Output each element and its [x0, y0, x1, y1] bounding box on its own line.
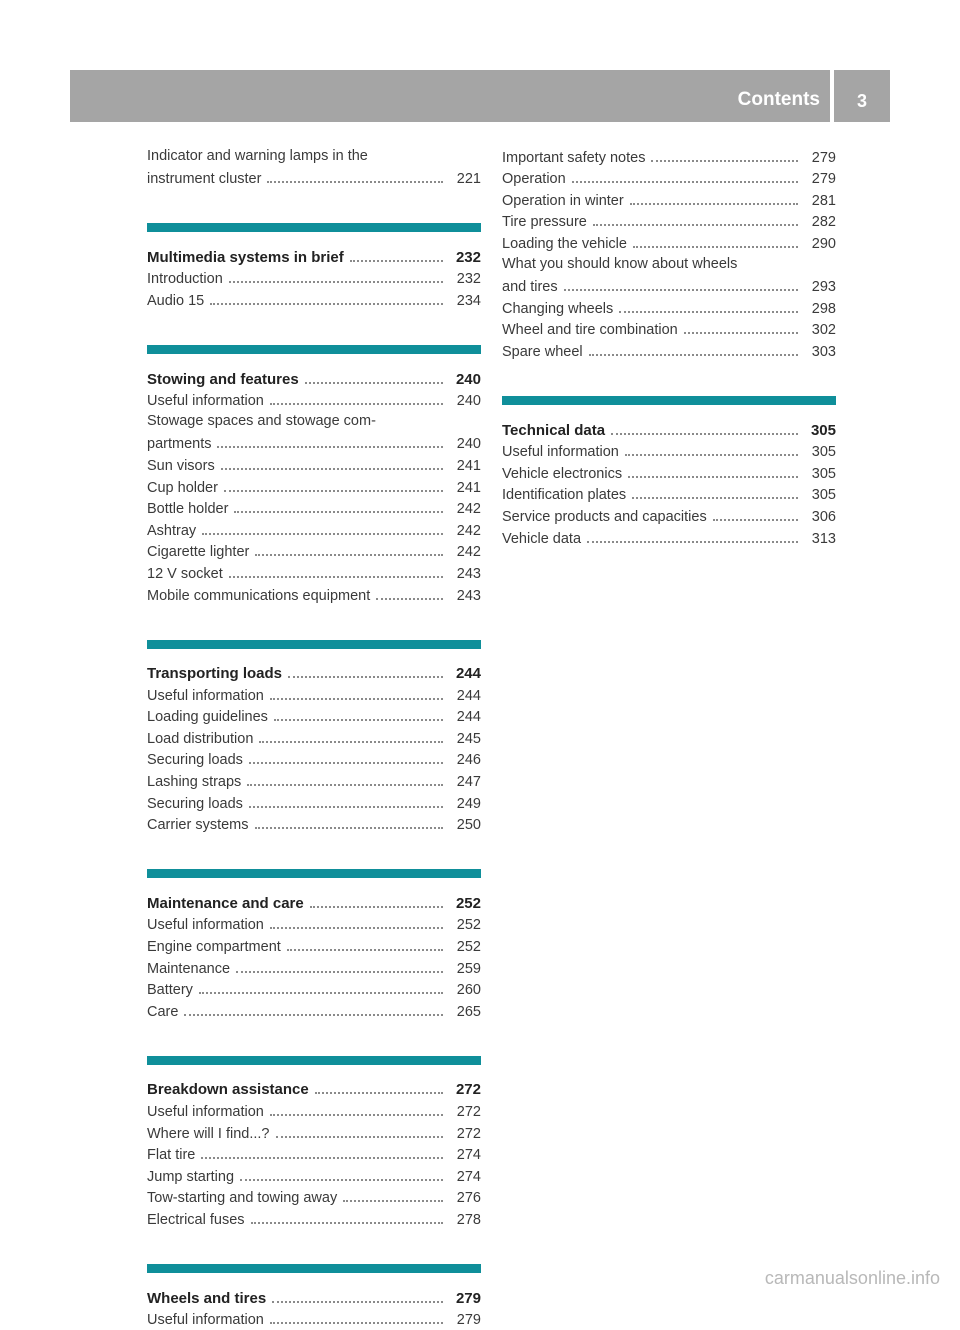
section-divider-bar — [147, 1264, 481, 1273]
toc-entry[interactable] — [147, 268, 481, 290]
toc-entry-page: 232 — [455, 248, 481, 266]
toc-entry[interactable] — [147, 289, 481, 311]
toc-entry-label: Stowing and features — [147, 370, 299, 388]
toc-entry-label: Tow-starting and towing away — [147, 1190, 338, 1207]
toc-entry[interactable] — [502, 340, 836, 362]
section-spacer — [147, 1022, 481, 1056]
toc-entry-page: 240 — [456, 436, 481, 453]
toc-entry-line1: Stowage spaces and stowage com- — [147, 413, 376, 430]
toc-entry-page: 281 — [811, 192, 836, 209]
toc-entry[interactable] — [147, 454, 481, 476]
toc-entry-page: 274 — [456, 1147, 481, 1164]
toc-entry[interactable] — [502, 232, 836, 254]
toc-entry-label: Wheels and tires — [147, 1289, 267, 1307]
toc-entry[interactable] — [147, 749, 481, 771]
toc-entry-label: Useful information — [502, 444, 619, 461]
toc-entry-page: 240 — [456, 393, 481, 410]
toc-chapter-heading[interactable] — [502, 419, 836, 441]
toc-entry[interactable] — [502, 211, 836, 233]
toc-entry-page: 242 — [456, 501, 481, 518]
dot-leader — [199, 992, 443, 994]
toc-entry-page: 303 — [811, 343, 836, 360]
toc-entry[interactable] — [147, 1165, 481, 1187]
toc-entry-label: Cup holder — [147, 479, 218, 496]
toc-entry-page: 305 — [810, 421, 836, 439]
section-divider-bar — [147, 640, 481, 649]
toc-entry[interactable] — [147, 1122, 481, 1144]
toc-entry[interactable] — [147, 433, 481, 455]
toc-entry-label: Vehicle electronics — [502, 465, 623, 482]
toc-right-column — [502, 146, 836, 549]
dot-leader — [625, 454, 798, 456]
toc-chapter-heading[interactable] — [147, 1079, 481, 1101]
toc-chapter-heading[interactable] — [147, 892, 481, 914]
dot-leader — [564, 289, 798, 291]
toc-entry-page: 242 — [456, 522, 481, 539]
toc-entry[interactable] — [502, 527, 836, 549]
toc-entry[interactable] — [502, 484, 836, 506]
toc-entry-label: Useful information — [147, 393, 264, 410]
toc-entry-page: 241 — [456, 479, 481, 496]
toc-entry-page: 244 — [456, 709, 481, 726]
toc-entry[interactable] — [502, 462, 836, 484]
toc-entry[interactable] — [147, 935, 481, 957]
toc-entry-page: 244 — [455, 665, 481, 683]
toc-entry[interactable] — [147, 541, 481, 563]
toc-section — [147, 345, 481, 606]
toc-entry[interactable] — [147, 727, 481, 749]
dot-leader — [270, 1114, 443, 1116]
toc-entry-page: 252 — [455, 894, 481, 912]
toc-entry-page: 265 — [456, 1003, 481, 1020]
toc-entry-page: 221 — [456, 171, 481, 188]
toc-entry[interactable] — [147, 1100, 481, 1122]
dot-leader — [288, 676, 443, 678]
section-spacer — [147, 311, 481, 345]
section-divider-bar — [502, 396, 836, 405]
toc-entry-label: Electrical fuses — [147, 1211, 245, 1228]
dot-leader — [255, 554, 443, 556]
dot-leader — [310, 906, 443, 908]
toc-entry[interactable] — [147, 1208, 481, 1230]
toc-entry[interactable] — [147, 390, 481, 412]
section-spacer — [147, 189, 481, 223]
toc-entry[interactable] — [147, 476, 481, 498]
toc-entry[interactable] — [147, 706, 481, 728]
toc-entry-label: Loading the vehicle — [502, 235, 627, 252]
toc-entry-label: Service products and capacities — [502, 508, 707, 525]
dot-leader — [589, 354, 798, 356]
dot-leader — [343, 1200, 443, 1202]
dot-leader — [713, 519, 798, 521]
dot-leader — [267, 181, 443, 183]
dot-leader — [255, 827, 443, 829]
toc-entry[interactable] — [147, 1000, 481, 1022]
toc-entry-label: Spare wheel — [502, 343, 583, 360]
toc-entry-page: 282 — [811, 214, 836, 231]
toc-entry-page: 246 — [456, 752, 481, 769]
toc-entry-label: Useful information — [147, 1104, 264, 1120]
toc-section — [147, 146, 481, 189]
toc-entry[interactable] — [502, 297, 836, 319]
page-number: 3 — [834, 70, 890, 122]
dot-leader — [201, 1157, 443, 1159]
toc-entry-label: Lashing straps — [147, 774, 242, 791]
toc-entry-label: Securing loads — [147, 795, 243, 812]
toc-entry-label: Useful information — [147, 687, 264, 704]
toc-section — [147, 223, 481, 311]
toc-entry-label: Battery — [147, 982, 193, 999]
dot-leader — [305, 382, 443, 384]
dot-leader — [249, 806, 443, 808]
dot-leader — [274, 719, 443, 721]
dot-leader — [619, 311, 798, 313]
toc-entry-page: 272 — [455, 1081, 481, 1099]
section-spacer — [502, 362, 836, 396]
toc-entry-label: Care — [147, 1003, 179, 1020]
dot-leader — [272, 1301, 443, 1303]
dot-leader — [632, 497, 798, 499]
toc-entry[interactable] — [502, 146, 836, 168]
toc-entry-page: 305 — [811, 465, 836, 482]
toc-section — [502, 146, 836, 362]
dot-leader — [270, 403, 443, 405]
toc-entry[interactable] — [147, 979, 481, 1001]
dot-leader — [234, 511, 443, 513]
dot-leader — [633, 246, 798, 248]
dot-leader — [276, 1136, 444, 1138]
toc-entry[interactable] — [147, 584, 481, 606]
toc-entry-page: 243 — [456, 565, 481, 582]
toc-entry-page: 242 — [456, 544, 481, 561]
toc-entry-line1: What you should know about wheels — [502, 255, 738, 272]
toc-entry-label: Breakdown assistance — [147, 1081, 309, 1099]
toc-entry[interactable] — [502, 168, 836, 190]
section-divider-bar — [147, 1056, 481, 1065]
toc-entry-page: 252 — [456, 939, 481, 956]
toc-entry-page: 259 — [456, 960, 481, 977]
toc-entry-label: Bottle holder — [147, 501, 229, 518]
toc-entry-label: Technical data — [502, 421, 606, 439]
dot-leader — [229, 576, 443, 578]
dot-leader — [572, 181, 798, 183]
toc-left-column — [147, 146, 481, 1330]
dot-leader — [350, 260, 443, 262]
toc-entry-page: 276 — [456, 1190, 481, 1207]
toc-entry[interactable] — [147, 792, 481, 814]
toc-entry-label: Audio 15 — [147, 292, 205, 309]
toc-entry[interactable] — [502, 441, 836, 463]
toc-entry-page: 272 — [456, 1125, 481, 1142]
toc-entry-page: 234 — [456, 292, 481, 309]
toc-entry-label: Operation — [502, 171, 566, 188]
dot-leader — [251, 1222, 443, 1224]
toc-entry-page: 279 — [811, 171, 836, 188]
toc-section — [147, 1056, 481, 1230]
dot-leader — [270, 698, 443, 700]
toc-entry-page: 290 — [811, 235, 836, 252]
toc-entry-label: Load distribution — [147, 730, 254, 747]
section-spacer — [147, 1230, 481, 1264]
toc-entry-label: and tires — [502, 279, 558, 296]
toc-entry-label: Engine compartment — [147, 939, 281, 956]
toc-entry[interactable] — [147, 770, 481, 792]
dot-leader — [210, 303, 443, 305]
toc-entry-label: Jump starting — [147, 1168, 235, 1185]
toc-entry[interactable] — [147, 519, 481, 541]
toc-entry-label: 12 V socket — [147, 565, 223, 582]
toc-entry[interactable] — [147, 957, 481, 979]
toc-entry[interactable] — [147, 684, 481, 706]
toc-entry[interactable] — [502, 189, 836, 211]
toc-entry-page: 306 — [811, 508, 836, 525]
toc-entry-page: 260 — [456, 982, 481, 999]
dot-leader — [240, 1179, 443, 1181]
toc-entry-page: 305 — [811, 444, 836, 461]
toc-entry-page: 245 — [456, 730, 481, 747]
toc-entry-label: Wheel and tire combination — [502, 322, 678, 339]
toc-entry-label: Vehicle data — [502, 530, 582, 547]
toc-section — [147, 640, 481, 836]
dot-leader — [593, 224, 798, 226]
toc-chapter-heading[interactable] — [147, 663, 481, 685]
toc-entry-label: instrument cluster — [147, 171, 262, 188]
toc-entry-page: 278 — [456, 1211, 481, 1228]
dot-leader — [224, 490, 443, 492]
toc-section — [147, 869, 481, 1022]
dot-leader — [630, 203, 798, 205]
toc-entry-page: 249 — [456, 795, 481, 812]
toc-entry[interactable] — [147, 1309, 481, 1330]
toc-entry-page: 241 — [456, 457, 481, 474]
toc-entry[interactable] — [147, 914, 481, 936]
toc-entry-label: Ashtray — [147, 522, 197, 539]
dot-leader — [587, 541, 798, 543]
dot-leader — [221, 468, 443, 470]
toc-entry-label: Sun visors — [147, 457, 215, 474]
toc-entry-page: 274 — [456, 1168, 481, 1185]
dot-leader — [651, 160, 798, 162]
dot-leader — [247, 784, 443, 786]
toc-entry-label: Introduction — [147, 271, 223, 288]
toc-entry-page: 243 — [456, 587, 481, 604]
toc-entry-page: 305 — [811, 487, 836, 504]
toc-entry-label: Useful information — [147, 917, 264, 934]
dot-leader — [229, 281, 443, 283]
toc-entry[interactable] — [147, 498, 481, 520]
toc-entry[interactable] — [147, 1144, 481, 1166]
toc-entry[interactable] — [147, 168, 481, 190]
toc-entry-label: Tire pressure — [502, 214, 587, 231]
dot-leader — [628, 476, 798, 478]
toc-entry-line1: Indicator and warning lamps in the — [147, 148, 368, 164]
toc-entry-label: Securing loads — [147, 752, 243, 769]
toc-chapter-heading[interactable] — [147, 246, 481, 268]
toc-entry-label: Identification plates — [502, 487, 627, 504]
toc-entry[interactable] — [147, 814, 481, 836]
toc-entry[interactable] — [147, 562, 481, 584]
dot-leader — [217, 446, 443, 448]
toc-entry-page: 279 — [455, 1289, 481, 1307]
toc-entry-page: 272 — [456, 1104, 481, 1120]
section-divider-bar — [147, 869, 481, 878]
toc-entry-label: Mobile communications equipment — [147, 587, 371, 604]
dot-leader — [315, 1092, 443, 1094]
section-spacer — [147, 606, 481, 640]
section-divider-bar — [147, 223, 481, 232]
dot-leader — [270, 1322, 443, 1324]
dot-leader — [611, 433, 798, 435]
toc-entry-label: Operation in winter — [502, 192, 624, 209]
dot-leader — [259, 741, 443, 743]
toc-entry-page: 247 — [456, 774, 481, 791]
toc-entry-page: 252 — [456, 917, 481, 934]
page-title: Contents — [737, 89, 820, 110]
toc-entry[interactable] — [502, 276, 836, 298]
toc-entry-page: 232 — [456, 271, 481, 288]
dot-leader — [202, 533, 443, 535]
toc-entry-label: Important safety notes — [502, 149, 646, 166]
section-divider-bar — [147, 345, 481, 354]
toc-entry-label: Carrier systems — [147, 817, 249, 834]
toc-entry-page: 250 — [456, 817, 481, 834]
dot-leader — [236, 971, 443, 973]
dot-leader — [684, 332, 798, 334]
toc-entry-page: 313 — [811, 530, 836, 547]
toc-entry-label: Where will I find...? — [147, 1125, 270, 1142]
toc-entry-label: Useful information — [147, 1312, 264, 1329]
watermark: carmanualsonline.info — [764, 1268, 940, 1288]
toc-entry-label: Changing wheels — [502, 300, 614, 317]
toc-entry-label: Flat tire — [147, 1147, 196, 1164]
toc-entry-label: Maintenance and care — [147, 894, 304, 912]
toc-chapter-heading[interactable] — [147, 1287, 481, 1309]
toc-entry-page: 244 — [456, 687, 481, 704]
toc-entry[interactable] — [502, 319, 836, 341]
toc-entry-page: 298 — [811, 300, 836, 317]
section-spacer — [147, 835, 481, 869]
toc-entry-page: 302 — [811, 322, 836, 339]
toc-chapter-heading[interactable] — [147, 368, 481, 390]
toc-entry-page: 279 — [811, 149, 836, 166]
toc-entry[interactable] — [502, 505, 836, 527]
toc-entry-label: Transporting loads — [147, 665, 283, 683]
dot-leader — [270, 927, 443, 929]
toc-section — [147, 1264, 481, 1330]
toc-entry-label: Multimedia systems in brief — [147, 248, 344, 266]
toc-entry[interactable] — [147, 1187, 481, 1209]
toc-entry-label: Loading guidelines — [147, 709, 268, 726]
toc-section — [502, 396, 836, 549]
dot-leader — [376, 598, 443, 600]
dot-leader — [184, 1014, 443, 1016]
dot-leader — [249, 762, 443, 764]
dot-leader — [287, 949, 443, 951]
toc-entry-page: 240 — [455, 370, 481, 388]
toc-entry-label: partments — [147, 436, 212, 453]
toc-entry-page: 279 — [456, 1312, 481, 1329]
toc-entry-page: 293 — [811, 279, 836, 296]
toc-entry-label: Cigarette lighter — [147, 544, 250, 561]
toc-entry-label: Maintenance — [147, 960, 231, 977]
